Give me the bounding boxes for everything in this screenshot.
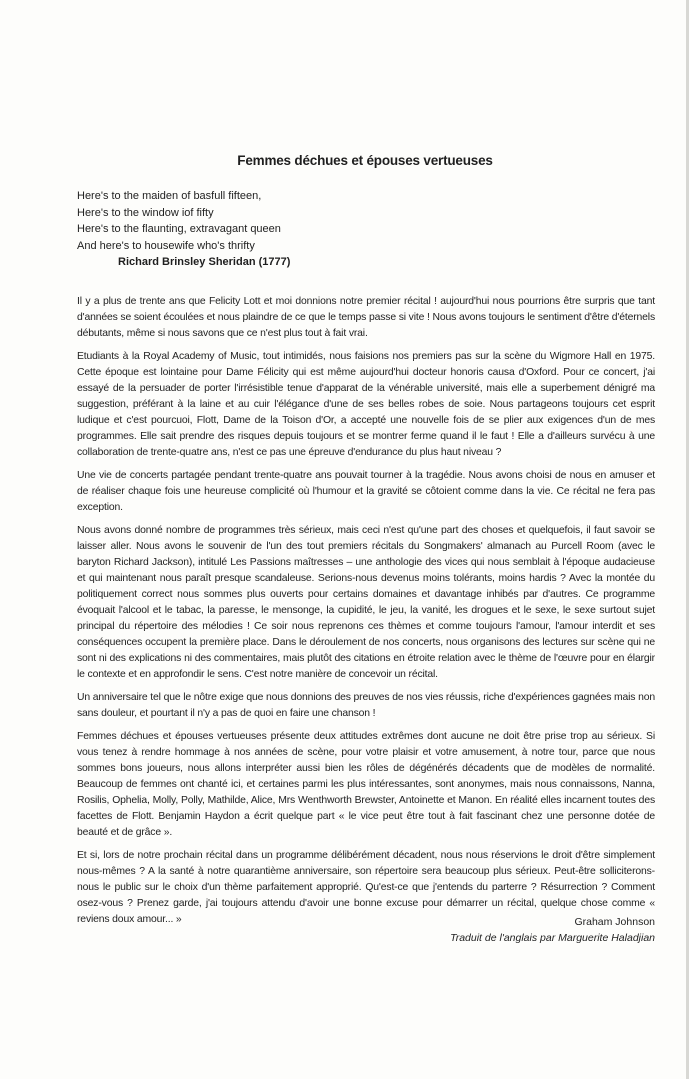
epigraph bbox=[77, 188, 477, 271]
body-text bbox=[77, 294, 655, 935]
epigraph-line: Here's to the maiden of basfull fifteen, bbox=[77, 190, 262, 202]
paragraph: Et si, lors de notre prochain récital dans un programme délibérément décadent, nous nous réservions le droit d'être simplement nous-mêmes ? A la santé à notre quarantième anniversaire, son répertoire sera beaucoup plus sérieux. Peut-être solliciterons-nous le public sur le choix d'un thème parfaitement approprié. Qu'est-ce que j'entends du parterre ? Résurrection ? Comment osez-vous ? Prenez garde, j'ai toujours attendu d'avoir une bonne excuse pour démarrer un récital, quelque chose comme « reviens doux amour... » bbox=[77, 850, 655, 925]
epigraph-author: Richard Brinsley Sheridan (1777) bbox=[118, 256, 291, 269]
paragraph: Femmes déchues et épouses vertueuses présente deux attitudes extrêmes dont aucune ne doit être prise trop au sérieux. Si vous tenez à rendre hommage à nos années de scène, pour votre plaisir et votre amusement, à notre tour, parce que nous sommes bons joueurs, nous allons interpréter aussi bien les rôles de dégénérés décadents que de modèles de normalité. Beaucoup de femmes ont chanté ici, et certaines parmi les plus intéressantes, sont anonymes, mais nous connaissons, Nanna, Rosilis, Ophelia, Molly, Polly, Mathilde, Alice, Mrs Wenthworth Brewster, Antoinette et Manon. En réalité elles incarnent toutes des facettes de Flott. Benjamin Haydon a écrit quelque part « le vice peut être tout à fait fascinant chez une personne dotée de beauté et de grâce ». bbox=[77, 731, 655, 838]
signature-translator: Traduit de l'anglais par Marguerite Haladjian bbox=[450, 932, 655, 944]
epigraph-line: And here's to housewife who's thrifty bbox=[77, 239, 255, 252]
paragraph: Etudiants à la Royal Academy of Music, tout intimidés, nous faisions nos premiers pas sur la scène du Wigmore Hall en 1975. Cette époque est lointaine pour Dame Félicity qui est même aujourd'hui docteur honoris causa d'Oxford. Pour ce concert, j'ai essayé de la persuader de porter l'irrésistible tenue d'apparat de la vénérable université, mais elle a superbement dénigré ma suggestion, préférant à la laine et au cuir l'élégance d'une de ses belles robes de soie. Nous partageons toujours cet esprit ludique et c'est pourcuoi, Flott, Dame de la Toison d'Or, a accepté une nouvelle fois de se plier aux exigences d'un de mes programmes. Elle sait prendre des risques depuis toujours et se montrer ferme quand il le faut ! Elle a d'ailleurs survécu à une collaboration de trente-quatre ans, n'est ce pas une épreuve d'endurance du plus haut niveau ? bbox=[77, 351, 655, 458]
paragraph: Une vie de concerts partagée pendant trente-quatre ans pouvait tourner à la tragédie. Nous avons choisi de nous en amuser et de réaliser chaque fois une heureuse complicité où l'humour et la gravité se côtoient comme dans la vie. Ce récital ne fera pas exception. bbox=[77, 470, 655, 513]
signature-author: Graham Johnson bbox=[574, 916, 655, 928]
paragraph: Nous avons donné nombre de programmes très sérieux, mais ceci n'est qu'une part des choses et quelquefois, il faut savoir se laisser aller. Nous avons le souvenir de l'un des tout premiers récitals du Songmakers' almanach au Purcell Room (avec le baryton Richard Jackson), intitulé Les Passions maîtresses – une anthologie des vices qui nous semblait à l'époque audacieuse et qui maintenant nous paraît presque scandaleuse. Serions-nous devenus moins tolérants, moins hardis ? Avec la montée du politiquement correct nous sommes plus ouverts pour certains domaines et davantage inhibés par d'autres. Ce programme évoquait l'alcool et le tabac, la paresse, le mensonge, la cupidité, le jeu, la vanité, les drogues et le sexe, le sexe surtout sujet principal du répertoire des mélodies ! Ce soir nous reprenons ces thèmes et comme toujours l'amour, l'amour interdit et ses conséquences occupent la première place. Dans le déroulement de nos concerts, nous organisons des lectures sur scène qui ne sont ni des explications ni des commentaires, mais plutôt des citations en étroite relation avec le thème de l'œuvre pour en élargir le contexte et en approfondir le sens. C'est notre manière de concevoir un récital. bbox=[77, 525, 655, 680]
paragraph: Il y a plus de trente ans que Felicity Lott et moi donnions notre premier récital ! aujourd'hui nous pourrions être surpris que tant d'années se soient écoulées et nous plaindre de ce que le temps passe si vite ! Nous avons toujours le sentiment d'être d'éternels débutants, même si nous savons que ce n'est plus tout à fait vrai. bbox=[77, 296, 655, 339]
epigraph-line: Here's to the flaunting, extravagant queen bbox=[77, 223, 281, 236]
page-title: Femmes déchues et épouses vertueuses bbox=[237, 153, 493, 168]
paragraph: Un anniversaire tel que le nôtre exige que nous donnions des preuves de nos vies réussis, riche d'expériences gagnées mais non sans douleur, et pourtant il n'y a pas de quoi en faire une chanson ! bbox=[77, 692, 655, 719]
epigraph-line: Here's to the window iof fifty bbox=[77, 206, 214, 219]
signature bbox=[355, 914, 655, 946]
